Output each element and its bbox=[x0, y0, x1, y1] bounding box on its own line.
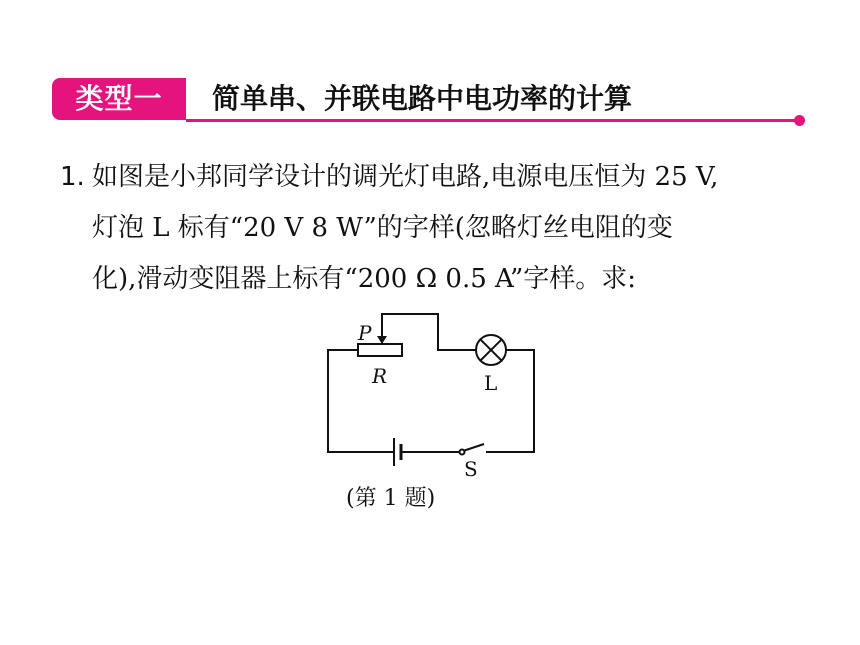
label-l: L bbox=[484, 371, 498, 395]
section-header bbox=[52, 74, 804, 126]
figure-caption: (第 1 题) bbox=[346, 486, 436, 511]
label-p: P bbox=[358, 321, 372, 345]
slider-arrow-icon bbox=[377, 336, 387, 344]
type-badge: 类型一 bbox=[52, 78, 186, 120]
header-end-dot bbox=[794, 115, 805, 126]
problem-line-2: 灯泡 L 标有“20 V 8 W”的字样(忽略灯丝电阻的变 bbox=[92, 213, 673, 243]
rheostat-r bbox=[358, 344, 402, 356]
circuit-diagram bbox=[300, 300, 550, 480]
header-underline bbox=[186, 119, 798, 122]
problem-line-3: 化),滑动变阻器上标有“200 Ω 0.5 A”字样。求: bbox=[92, 264, 637, 294]
section-title: 简单串、并联电路中电功率的计算 bbox=[212, 82, 633, 115]
problem-line-1: 如图是小邦同学设计的调光灯电路,电源电压恒为 25 V, bbox=[92, 162, 719, 192]
problem-number: 1. bbox=[60, 162, 85, 192]
label-r: R bbox=[372, 364, 388, 388]
label-s: S bbox=[464, 457, 478, 480]
